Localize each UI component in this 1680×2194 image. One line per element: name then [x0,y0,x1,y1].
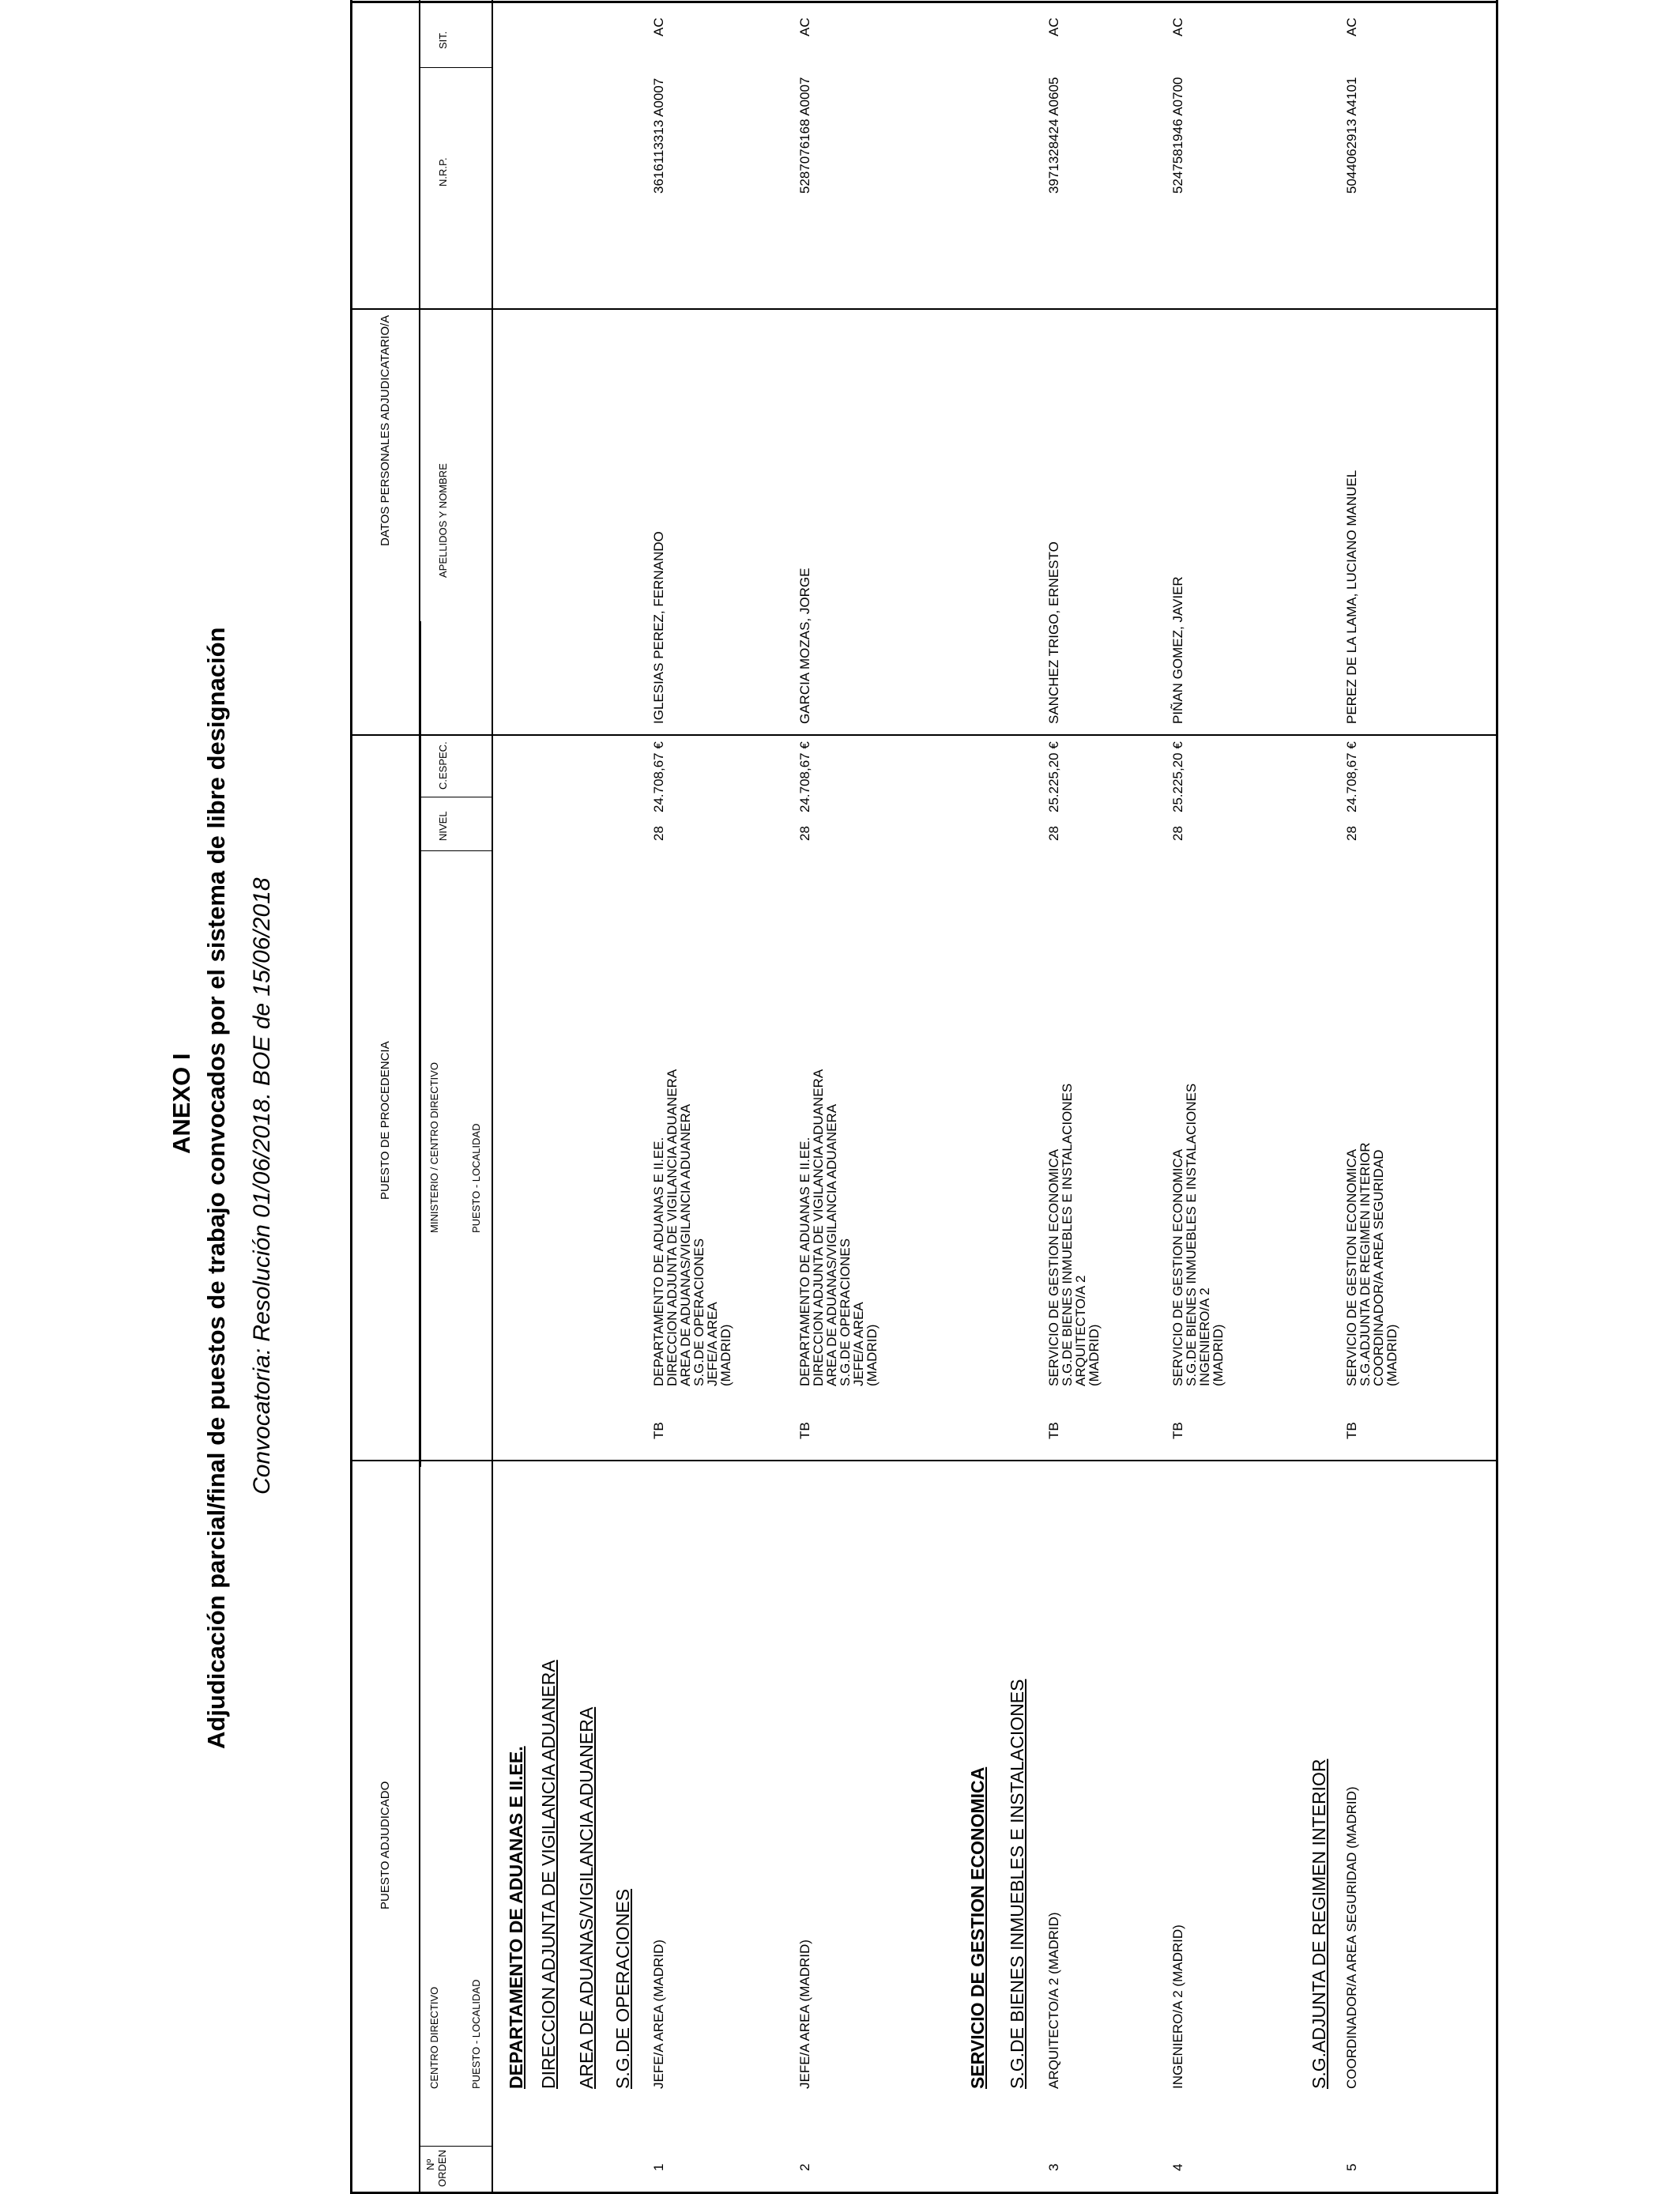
annex-title: ANEXO I [168,1053,195,1154]
row-nivel: 28 [1344,826,1359,841]
row-orden: 2 [797,2163,812,2171]
row-nombre: IGLESIAS PEREZ, FERNANDO [651,531,666,724]
row-procedencia: SERVICIO DE GESTION ECONOMICA S.G.DE BIENES INMUEBLES E INSTALACIONES ARQUITECTO/A 2 (MADRID) [1046,1083,1102,1386]
table-border-top [350,0,352,2194]
group-heading-area-aduanas: AREA DE ADUANAS/VIGILANCIA ADUANERA [576,1706,597,2089]
row-c-espec: 25.225,20 € [1046,741,1061,812]
row-sit: AC [1344,17,1359,36]
header-puesto-adjudicado: PUESTO ADJUDICADO [379,1781,392,1909]
row-sit: AC [1170,17,1185,36]
group-heading-vigilancia: DIRECCION ADJUNTA DE VIGILANCIA ADUANERA [538,1660,559,2089]
header-n: Nº [424,2158,436,2170]
row-c-espec: 24.708,67 € [1344,741,1359,812]
row-puesto: ARQUITECTO/A 2 (MADRID) [1046,1912,1061,2089]
row-nivel: 28 [651,826,666,841]
row-ministerio: TB [797,1422,812,1439]
row-nrp: 5247581946 A0700 [1170,77,1185,194]
row-procedencia: DEPARTAMENTO DE ADUANAS E II.EE. DIRECCION ADJUNTA DE VIGILANCIA ADUANERA AREA DE ADUANAS/VIGILANCIA ADUANERA S.G.DE OPERACIONES JEFE/A AREA (MADRID) [797,1069,880,1386]
col-sep-orden [419,2146,493,2147]
row-ministerio: TB [1170,1422,1185,1439]
col-sep-adjudicado-procedencia [350,1460,1498,1461]
col-sep-nivel [419,850,493,851]
row-nombre: PEREZ DE LA LAMA, LUCIANO MANUEL [1344,469,1359,724]
row-puesto: INGENIERO/A 2 (MADRID) [1170,1924,1185,2089]
row-orden: 1 [651,2163,666,2171]
header-orden: ORDEN [436,2150,448,2187]
row-c-espec: 24.708,67 € [651,741,666,812]
document-title: Adjudicación parcial/final de puestos de trabajo convocados por el sistema de libre designación [202,627,230,1749]
header-apellidos-nombre: APELLIDOS Y NOMBRE [437,463,449,578]
row-c-espec: 25.225,20 € [1170,741,1185,812]
row-procedencia: SERVICIO DE GESTION ECONOMICA S.G.DE BIENES INMUEBLES E INSTALACIONES INGENIERO/A 2 (MADRID) [1170,1083,1226,1386]
row-puesto: COORDINADOR/A AREA SEGURIDAD (MADRID) [1344,1786,1359,2089]
header-puesto-localidad-procedencia: PUESTO - LOCALIDAD [470,1123,482,1233]
table-border-right [350,1,1498,3]
row-procedencia: SERVICIO DE GESTION ECONOMICA S.G.ADJUNTA DE REGIMEN INTERIOR COORDINADOR/A AREA SEGURIDAD (MADRID) [1344,1142,1399,1386]
row-puesto: JEFE/A AREA (MADRID) [651,1940,666,2089]
row-sit: AC [651,17,666,36]
row-nivel: 28 [797,826,812,841]
row-orden: 3 [1046,2163,1061,2171]
group-heading-bienes-inmuebles: S.G.DE BIENES INMUEBLES E INSTALACIONES [1007,1679,1027,2089]
row-c-espec: 24.708,67 € [797,741,812,812]
table-border-bottom [1496,0,1498,2194]
row-ministerio: TB [1046,1422,1061,1439]
row-ministerio: TB [651,1422,666,1439]
row-nivel: 28 [1170,826,1185,841]
row-nombre: SANCHEZ TRIGO, ERNESTO [1046,541,1061,724]
header-puesto-procedencia: PUESTO DE PROCEDENCIA [379,1041,392,1200]
group-heading-gestion-economica: SERVICIO DE GESTION ECONOMICA [967,1766,988,2089]
col-sep-procedencia-datos [350,734,1498,736]
header-sub-line [492,0,493,2194]
row-puesto: JEFE/A AREA (MADRID) [797,1940,812,2089]
header-sit: SIT. [437,31,449,49]
header-ministerio-centro: MINISTERIO / CENTRO DIRECTIVO [428,1062,440,1233]
row-nrp: 3616113313 A0007 [651,77,666,194]
convocatoria-subtitle: Convocatoria: Resolución 01/06/2018. BOE de 15/06/2018 [249,877,275,1495]
row-nrp: 3971328424 A0605 [1046,77,1061,194]
col-sep-nombre-nrp [350,308,1498,310]
group-heading-operaciones: S.G.DE OPERACIONES [612,1888,633,2089]
header-nivel: NIVEL [437,811,449,841]
row-procedencia: DEPARTAMENTO DE ADUANAS E II.EE. DIRECCION ADJUNTA DE VIGILANCIA ADUANERA AREA DE ADUANAS/VIGILANCIA ADUANERA S.G.DE OPERACIONES JEFE/A AREA (MADRID) [651,1069,733,1386]
row-nombre: PIÑAN GOMEZ, JAVIER [1170,576,1185,724]
header-centro-directivo: CENTRO DIRECTIVO [428,1986,440,2089]
group-heading-aduanas: DEPARTAMENTO DE ADUANAS E II.EE. [506,1746,526,2089]
row-ministerio: TB [1344,1422,1359,1439]
header-puesto-localidad: PUESTO - LOCALIDAD [470,1979,482,2089]
group-heading-regimen-interior: S.G.ADJUNTA DE REGIMEN INTERIOR [1309,1759,1329,2089]
header-sub-line-top [420,621,421,1467]
row-nrp: 5044062913 A4101 [1344,77,1359,194]
header-nrp: N.R.P. [437,157,449,187]
row-sit: AC [797,17,812,36]
row-orden: 4 [1170,2163,1185,2171]
row-nivel: 28 [1046,826,1061,841]
header-datos-personales: DATOS PERSONALES ADJUDICATARIO/A [379,315,392,546]
col-sep-sit [419,67,493,68]
row-nrp: 5287076168 A0007 [797,77,812,194]
row-sit: AC [1046,17,1061,36]
row-nombre: GARCIA MOZAS, JORGE [797,567,812,724]
row-orden: 5 [1344,2163,1359,2171]
header-c-espec: C.ESPEC. [437,741,449,790]
